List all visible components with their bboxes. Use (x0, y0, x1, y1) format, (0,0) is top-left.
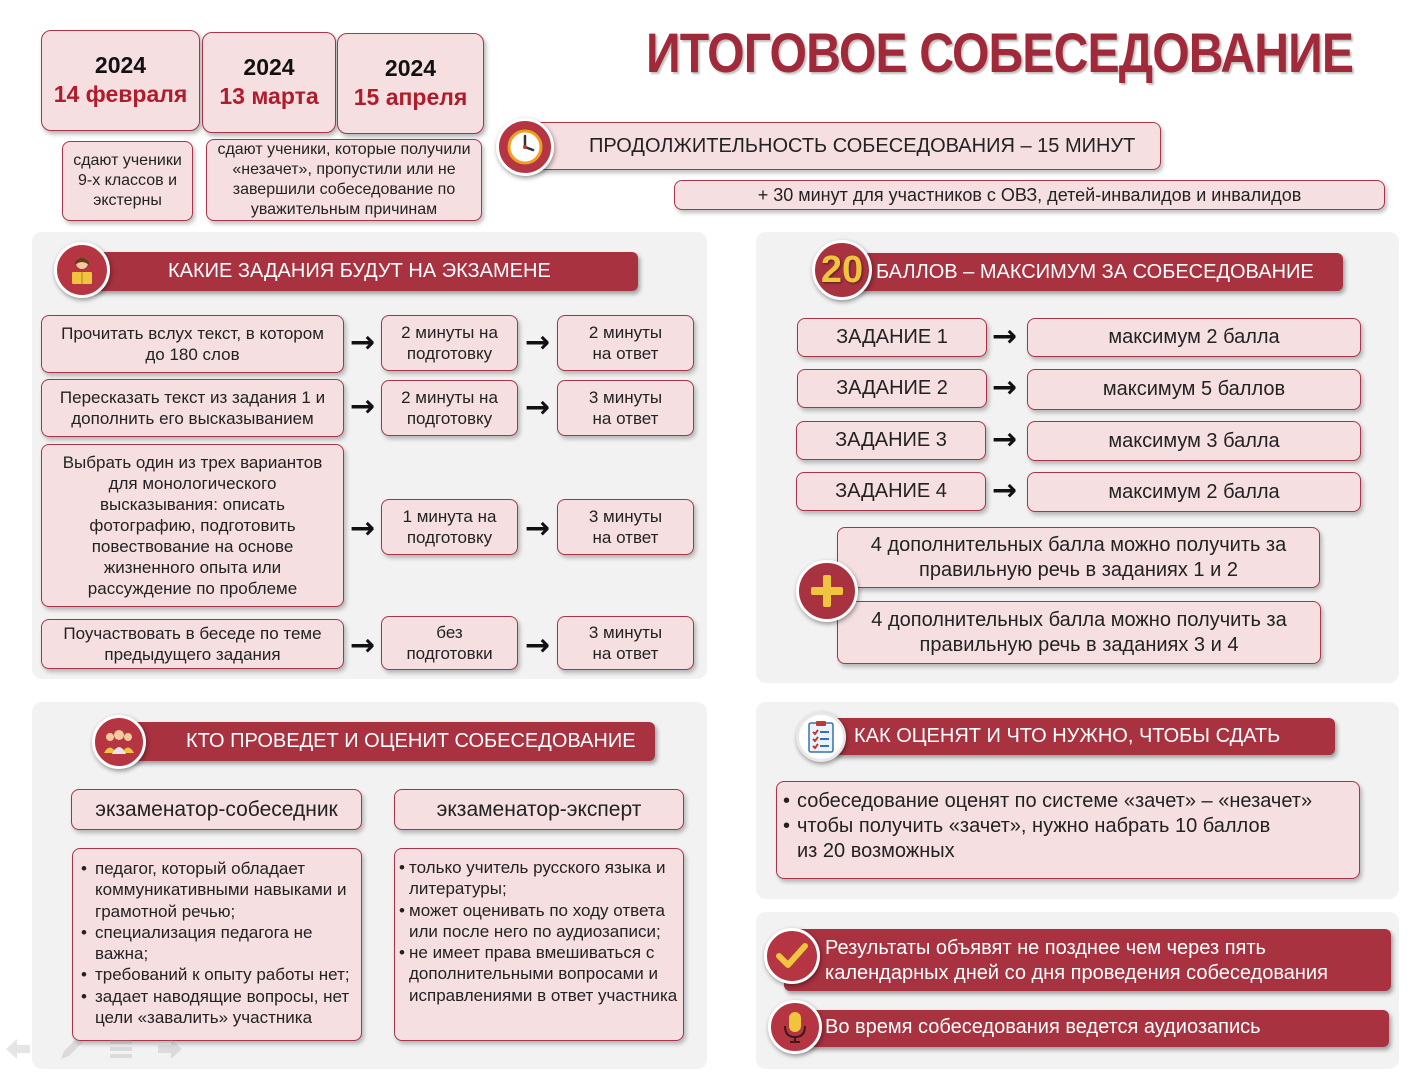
list-item: • требований к опыту работы нет; (77, 964, 355, 985)
forward-arrow-icon[interactable] (156, 1036, 184, 1067)
score-task-3: ЗАДАНИЕ 3 (796, 421, 986, 460)
interlocutor-title: экзаменатор-собеседник (71, 789, 362, 830)
score-task-4: ЗАДАНИЕ 4 (796, 472, 986, 511)
list-item: • специализация педагога не важна; (77, 922, 355, 965)
task-2-description: Пересказать текст из задания 1 и дополнить его высказыванием (41, 379, 344, 437)
scores-heading-text: БАЛЛОВ – МАКСИМУМ ЗА СОБЕСЕДОВАНИЕ (876, 260, 1314, 283)
people-group-icon (92, 715, 146, 769)
task-4-prep: без подготовки (381, 616, 518, 670)
tasks-heading (80, 252, 638, 291)
date-card-2 (202, 32, 336, 133)
menu-icon[interactable] (108, 1038, 134, 1065)
task-2-prep: 2 минуты на подготовку (381, 380, 518, 436)
task-3-answer: 3 минуты на ответ (557, 499, 694, 555)
arrow-icon: → (992, 473, 1018, 508)
grading-list (776, 781, 1360, 879)
date-day: 15 апреля (353, 84, 468, 110)
date-card-1 (41, 30, 200, 131)
bonus-1: 4 дополнительных балла можно получить за правильную речь в заданиях 1 и 2 (837, 527, 1320, 588)
task-2-answer: 3 минуты на ответ (557, 380, 694, 436)
date-note-second: сдают ученики, которые получили «незачет», пропустили или не завершили собеседование по уважительным причинам (206, 139, 482, 221)
list-item: • педагог, который обладает коммуникативными навыками и грамотной речью; (77, 858, 355, 922)
arrow-icon: → (525, 325, 551, 360)
back-arrow-icon[interactable] (4, 1036, 32, 1067)
score-badge (812, 240, 872, 300)
list-item: • только учитель русского языка и литературы; (395, 857, 679, 900)
checklist-icon (796, 712, 846, 762)
task-4-answer: 3 минуты на ответ (557, 616, 694, 670)
arrow-icon: → (992, 370, 1018, 405)
task-1-answer: 2 минуты на ответ (557, 315, 694, 371)
arrow-icon: → (350, 628, 376, 663)
arrow-icon: → (992, 319, 1018, 354)
checkmark-icon (764, 928, 820, 984)
bonus-2: 4 дополнительных балла можно получить за правильную речь в заданиях 3 и 4 (837, 601, 1321, 664)
score-badge-number: 20 (820, 249, 864, 291)
duration-extra: + 30 минут для участников с ОВЗ, детей-инвалидов и инвалидов (674, 180, 1385, 210)
date-year: 2024 (384, 55, 437, 81)
interlocutor-list (72, 848, 362, 1041)
microphone-icon (768, 1000, 822, 1054)
date-card-3 (337, 33, 484, 134)
date-year: 2024 (94, 52, 147, 78)
list-item: • чтобы получить «зачет», нужно набрать 10 баллов из 20 возможных (779, 814, 1353, 864)
duration-main-text: ПРОДОЛЖИТЕЛЬНОСТЬ СОБЕСЕДОВАНИЯ – 15 МИНУТ (589, 134, 1136, 157)
task-1-prep: 2 минуты на подготовку (381, 315, 518, 371)
examiners-heading-text: КТО ПРОВЕДЕТ И ОЦЕНИТ СОБЕСЕДОВАНИЕ (186, 730, 636, 752)
duration-banner (520, 122, 1161, 170)
arrow-icon: → (350, 325, 376, 360)
arrow-icon: → (350, 389, 376, 424)
date-note-first: сдают ученики 9-х классов и экстерны (62, 141, 193, 221)
grading-heading (830, 718, 1335, 755)
arrow-icon: → (525, 390, 551, 425)
score-max-3: максимум 3 балла (1027, 421, 1361, 461)
pen-icon[interactable] (58, 1036, 84, 1067)
date-year: 2024 (243, 54, 295, 80)
arrow-icon: → (350, 511, 376, 546)
arrow-icon: → (525, 628, 551, 663)
expert-title: экзаменатор-эксперт (394, 789, 684, 830)
results-note: Результаты объявят не позднее чем через пять календарных дней со дня проведения собеседования (784, 929, 1391, 991)
score-max-1: максимум 2 балла (1027, 318, 1361, 357)
plus-icon (796, 560, 858, 622)
arrow-icon: → (992, 422, 1018, 457)
list-item: • собеседование оценят по системе «зачет» – «незачет» (779, 789, 1353, 814)
score-task-1: ЗАДАНИЕ 1 (797, 318, 987, 357)
task-3-description: Выбрать один из трех вариантов для монологического высказывания: описать фотографию, подготовить повествование на основе жизненного опыта или рассуждение по проблеме (41, 444, 344, 607)
list-item: • может оценивать по ходу ответа или после него по аудиозаписи; (395, 900, 679, 943)
list-item: • не имеет права вмешиваться с дополнительными вопросами и исправлениями в ответ участника (395, 942, 679, 1006)
grading-heading-text: КАК ОЦЕНЯТ И ЧТО НУЖНО, ЧТОБЫ СДАТЬ (854, 725, 1281, 747)
task-1-description: Прочитать вслух текст, в котором до 180 слов (41, 315, 344, 373)
slide-nav (4, 1036, 194, 1064)
score-task-2: ЗАДАНИЕ 2 (797, 369, 987, 408)
tasks-heading-text: КАКИЕ ЗАДАНИЯ БУДУТ НА ЭКЗАМЕНЕ (168, 260, 551, 282)
date-day: 14 февраля (53, 81, 188, 107)
score-max-2: максимум 5 баллов (1027, 369, 1361, 410)
task-3-prep: 1 минута на подготовку (381, 499, 518, 555)
arrow-icon: → (525, 511, 551, 546)
date-day: 13 марта (219, 83, 319, 109)
audio-note: Во время собеседования ведется аудиозапись (788, 1010, 1389, 1047)
score-max-4: максимум 2 балла (1027, 472, 1361, 512)
examiners-heading (120, 722, 655, 761)
clock-icon (496, 118, 554, 176)
student-reading-icon (54, 242, 110, 298)
list-item: • задает наводящие вопросы, нет цели «завалить» участника (77, 986, 355, 1029)
page-title: ИТОГОВОЕ СОБЕСЕДОВАНИЕ (646, 21, 1354, 84)
scores-heading (840, 253, 1343, 291)
task-4-description: Поучаствовать в беседе по теме предыдущего задания (41, 619, 344, 669)
expert-list (394, 848, 684, 1041)
